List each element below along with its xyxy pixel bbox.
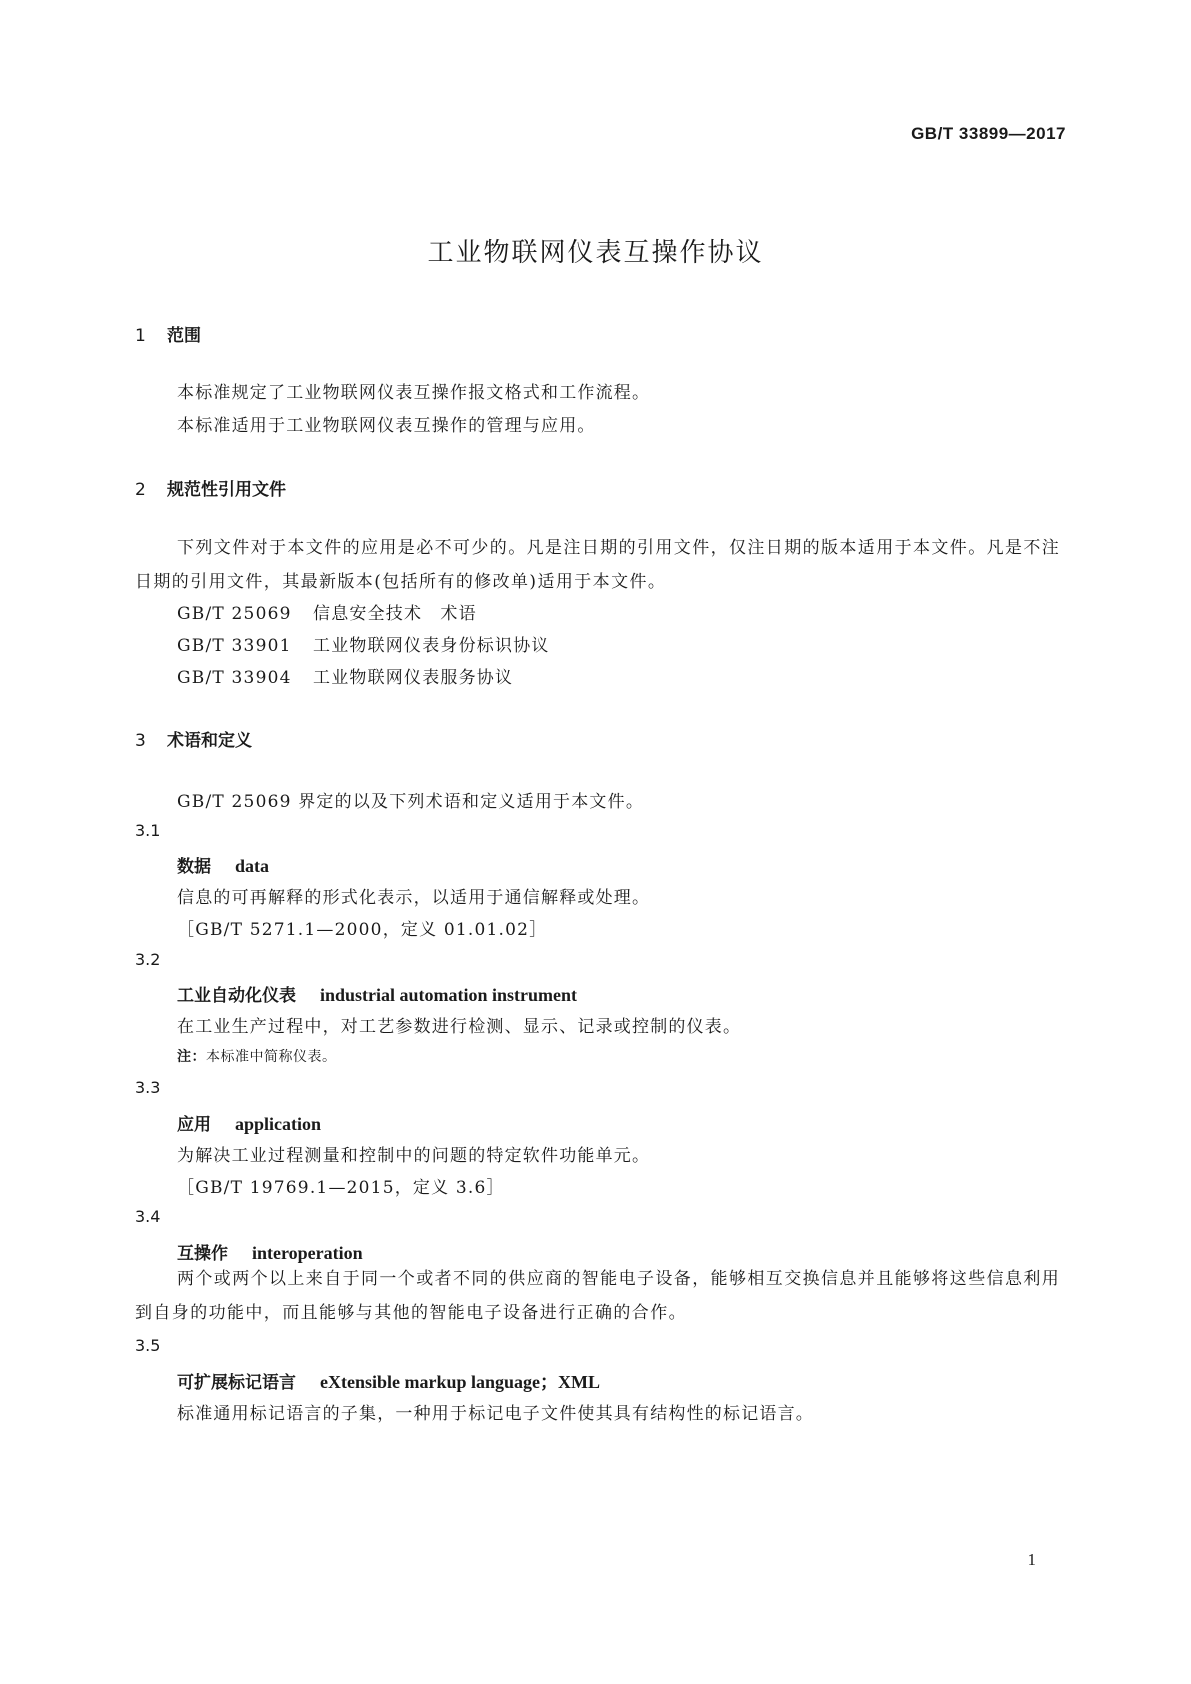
term-en: interoperation [252,1243,363,1263]
reference-item [177,599,477,624]
term-number: 3.4 [135,1207,161,1226]
page-number: 1 [1027,1550,1036,1569]
term-number: 3.3 [135,1078,161,1097]
section-1-title: 范围 [167,326,201,346]
term-source: ［GB/T 19769.1—2015，定义 3.6］ [177,1178,505,1198]
term-zh: 可扩展标记语言 [177,1373,296,1393]
term-en: industrial automation instrument [320,985,578,1005]
term-heading [177,1239,363,1264]
term-note [177,1046,337,1066]
term-number: 3.5 [135,1336,161,1355]
term-en: eXtensible markup language；XML [320,1372,601,1392]
reference-title: 工业物联网仪表身份标识协议 [313,636,550,656]
standard-code: GB/T 33899—2017 [911,124,1066,143]
section-2-intro: 下列文件对于本文件的应用是必不可少的。凡是注日期的引用文件，仅注日期的版本适用于本文件。凡是不注日期的引用文件，其最新版本(包括所有的修改单)适用于本文件。 [135,538,1061,592]
term-zh: 应用 [177,1115,211,1135]
term-heading [177,981,577,1006]
term-zh: 工业自动化仪表 [177,986,296,1006]
document-title: 工业物联网仪表互操作协议 [427,238,764,268]
term-definition: 标准通用标记语言的子集，一种用于标记电子文件使其具有结构性的标记语言。 [177,1404,814,1424]
reference-code: GB/T 33901 [177,636,292,656]
section-2-title: 规范性引用文件 [167,480,286,500]
section-2-heading [135,475,286,500]
term-definition: 两个或两个以上来自于同一个或者不同的供应商的智能电子设备，能够相互交换信息并且能够将这些信息利用到自身的功能中，而且能够与其他的智能电子设备进行正确的合作。 [135,1269,1061,1323]
section-1-heading [135,321,201,346]
term-number: 3.1 [135,821,161,840]
reference-item [177,663,513,688]
term-en: application [235,1114,322,1134]
term-en: data [235,856,270,876]
section-1-paragraph-1: 本标准规定了工业物联网仪表互操作报文格式和工作流程。 [177,383,651,403]
section-1-paragraph-2: 本标准适用于工业物联网仪表互操作的管理与应用。 [177,416,596,436]
term-heading [177,1110,321,1135]
term-heading [177,852,269,877]
section-3-intro: GB/T 25069 界定的以及下列术语和定义适用于本文件。 [177,792,645,812]
section-3-title: 术语和定义 [167,731,252,751]
note-label: 注： [177,1049,206,1065]
reference-title: 工业物联网仪表服务协议 [313,668,514,688]
section-1-number: 1 [135,326,146,346]
term-heading [177,1368,600,1394]
term-definition: 在工业生产过程中，对工艺参数进行检测、显示、记录或控制的仪表。 [177,1017,742,1037]
reference-item [177,631,550,656]
note-text: 本标准中简称仪表。 [206,1049,337,1065]
term-source: ［GB/T 5271.1—2000，定义 01.01.02］ [177,920,548,940]
term-number: 3.2 [135,950,161,969]
term-definition: 信息的可再解释的形式化表示，以适用于通信解释或处理。 [177,888,651,908]
reference-code: GB/T 25069 [177,604,292,624]
reference-code: GB/T 33904 [177,668,292,688]
section-3-heading [135,726,252,751]
term-zh: 数据 [177,857,211,877]
section-2-number: 2 [135,480,146,500]
term-definition: 为解决工业过程测量和控制中的问题的特定软件功能单元。 [177,1146,651,1166]
section-3-number: 3 [135,731,146,751]
term-zh: 互操作 [177,1244,228,1264]
reference-title: 信息安全技术 术语 [313,604,477,624]
